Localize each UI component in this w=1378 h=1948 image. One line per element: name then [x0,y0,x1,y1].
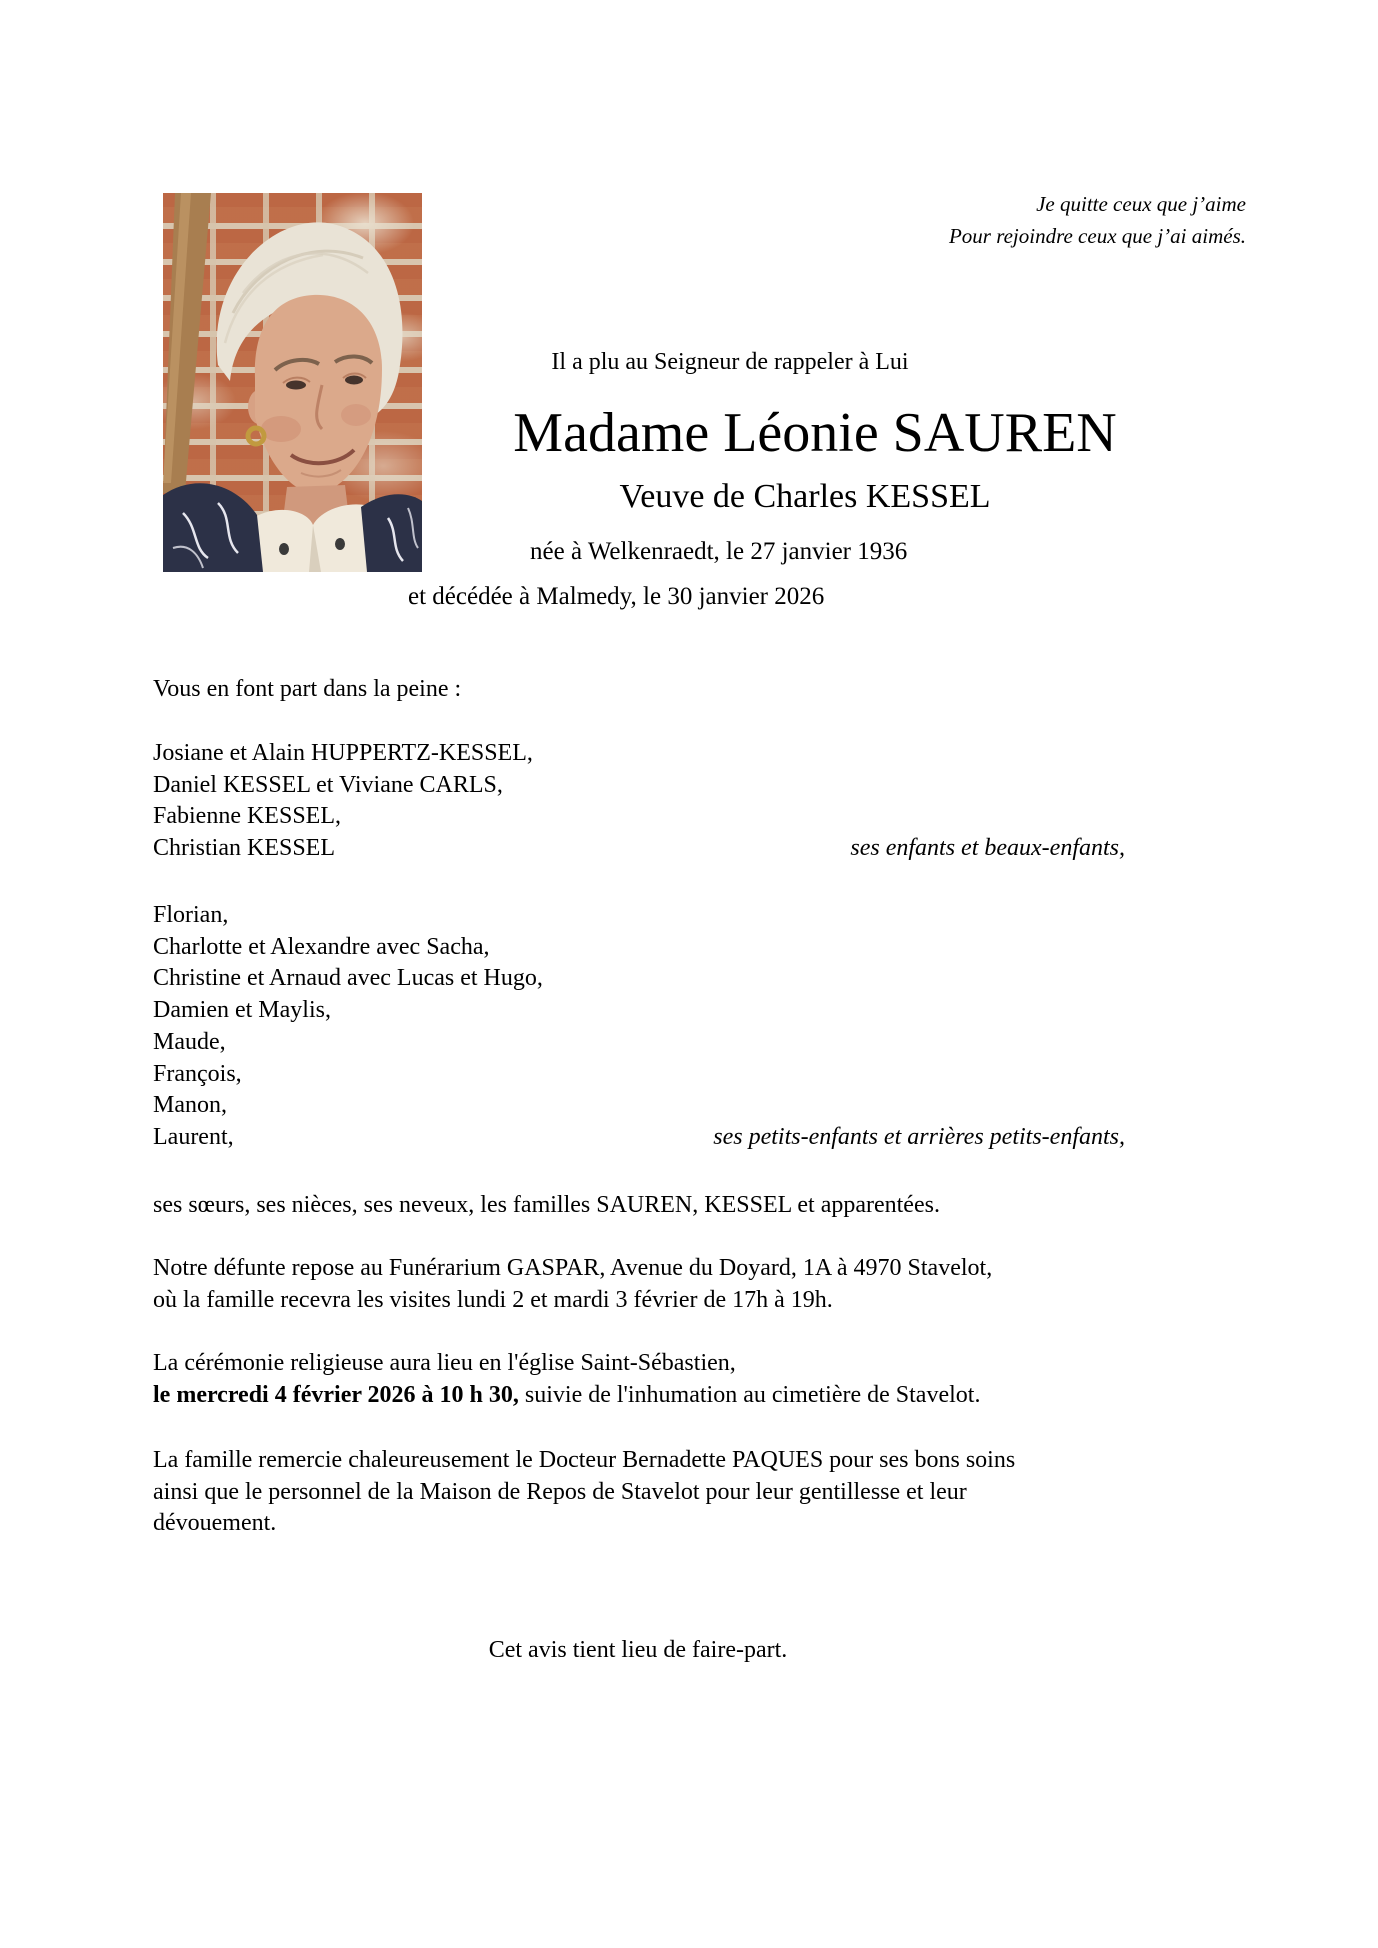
birth-line: née à Welkenraedt, le 27 janvier 1936 [530,538,908,565]
grandchild-line: Damien et Maylis, [153,997,331,1024]
grandchild-line: Charlotte et Alexandre avec Sacha, [153,933,490,960]
ceremony-line-2-rest: suivie de l'inhumation au cimetière de Stavelot. [518,1381,981,1408]
portrait-illustration [163,193,422,572]
relatives-line: ses sœurs, ses nièces, ses neveux, les familles SAUREN, KESSEL et apparentées. [153,1192,940,1218]
notice-line: Cet avis tient lieu de faire-part. [488,1637,788,1663]
grandchild-line: Maude, [153,1028,226,1055]
announcement-intro: Vous en font part dans la peine : [153,676,462,702]
funeral-home-line-1: Notre défunte repose au Funérarium GASPAR, Avenue du Doyard, 1A à 4970 Stavelot, [153,1255,993,1281]
children-list [153,738,1125,865]
widow-line: Veuve de Charles KESSEL [619,478,991,515]
intro-line: Il a plu au Seigneur de rappeler à Lui [551,349,909,375]
thanks-line-1: La famille remercie chaleureusement le Docteur Bernadette PAQUES pour ses bons soins [153,1447,1016,1473]
child-line: Fabienne KESSEL, [153,803,341,830]
thanks-paragraph [153,1445,1015,1540]
grandchild-line: François, [153,1060,242,1087]
grandchild-line: Manon, [153,1092,227,1119]
child-line: Josiane et Alain HUPPERTZ-KESSEL, [153,740,533,766]
grandchildren-list [153,900,1125,1154]
deceased-name: Madame Léonie SAUREN [513,402,1117,464]
children-role-label: ses enfants et beaux-enfants, [850,835,1125,862]
ceremony-line-2 [153,1380,980,1412]
grandchild-line: Laurent, [153,1123,234,1150]
ceremony-paragraph [153,1348,980,1411]
epigraph [949,188,1246,252]
child-line-with-role [153,833,1125,865]
ceremony-date-bold: le mercredi 4 février 2026 à 10 h 30, [153,1381,519,1408]
grandchild-line: Christine et Arnaud avec Lucas et Hugo, [153,965,543,992]
ceremony-line-1: La cérémonie religieuse aura lieu en l'église Saint-Sébastien, [153,1350,736,1376]
portrait-photo [163,193,422,572]
grandchild-line-with-role [153,1122,1125,1154]
thanks-line-2: ainsi que le personnel de la Maison de Repos de Stavelot pour leur gentillesse et leur [153,1478,967,1505]
death-line: et décédée à Malmedy, le 30 janvier 2026 [408,583,825,610]
epigraph-line-1: Je quitte ceux que j’aime [1036,192,1246,216]
funeral-home-paragraph [153,1253,992,1316]
epigraph-line-2: Pour rejoindre ceux que j’ai aimés. [948,224,1246,248]
thanks-line-3: dévouement. [153,1510,277,1537]
grandchild-line: Florian, [153,902,229,928]
child-line: Christian KESSEL [153,835,336,862]
funeral-home-line-2: où la famille recevra les visites lundi 2 et mardi 3 février de 17h à 19h. [153,1286,833,1313]
child-line: Daniel KESSEL et Viviane CARLS, [153,771,503,798]
grandchildren-role-label: ses petits-enfants et arrières petits-enfants, [713,1123,1125,1150]
